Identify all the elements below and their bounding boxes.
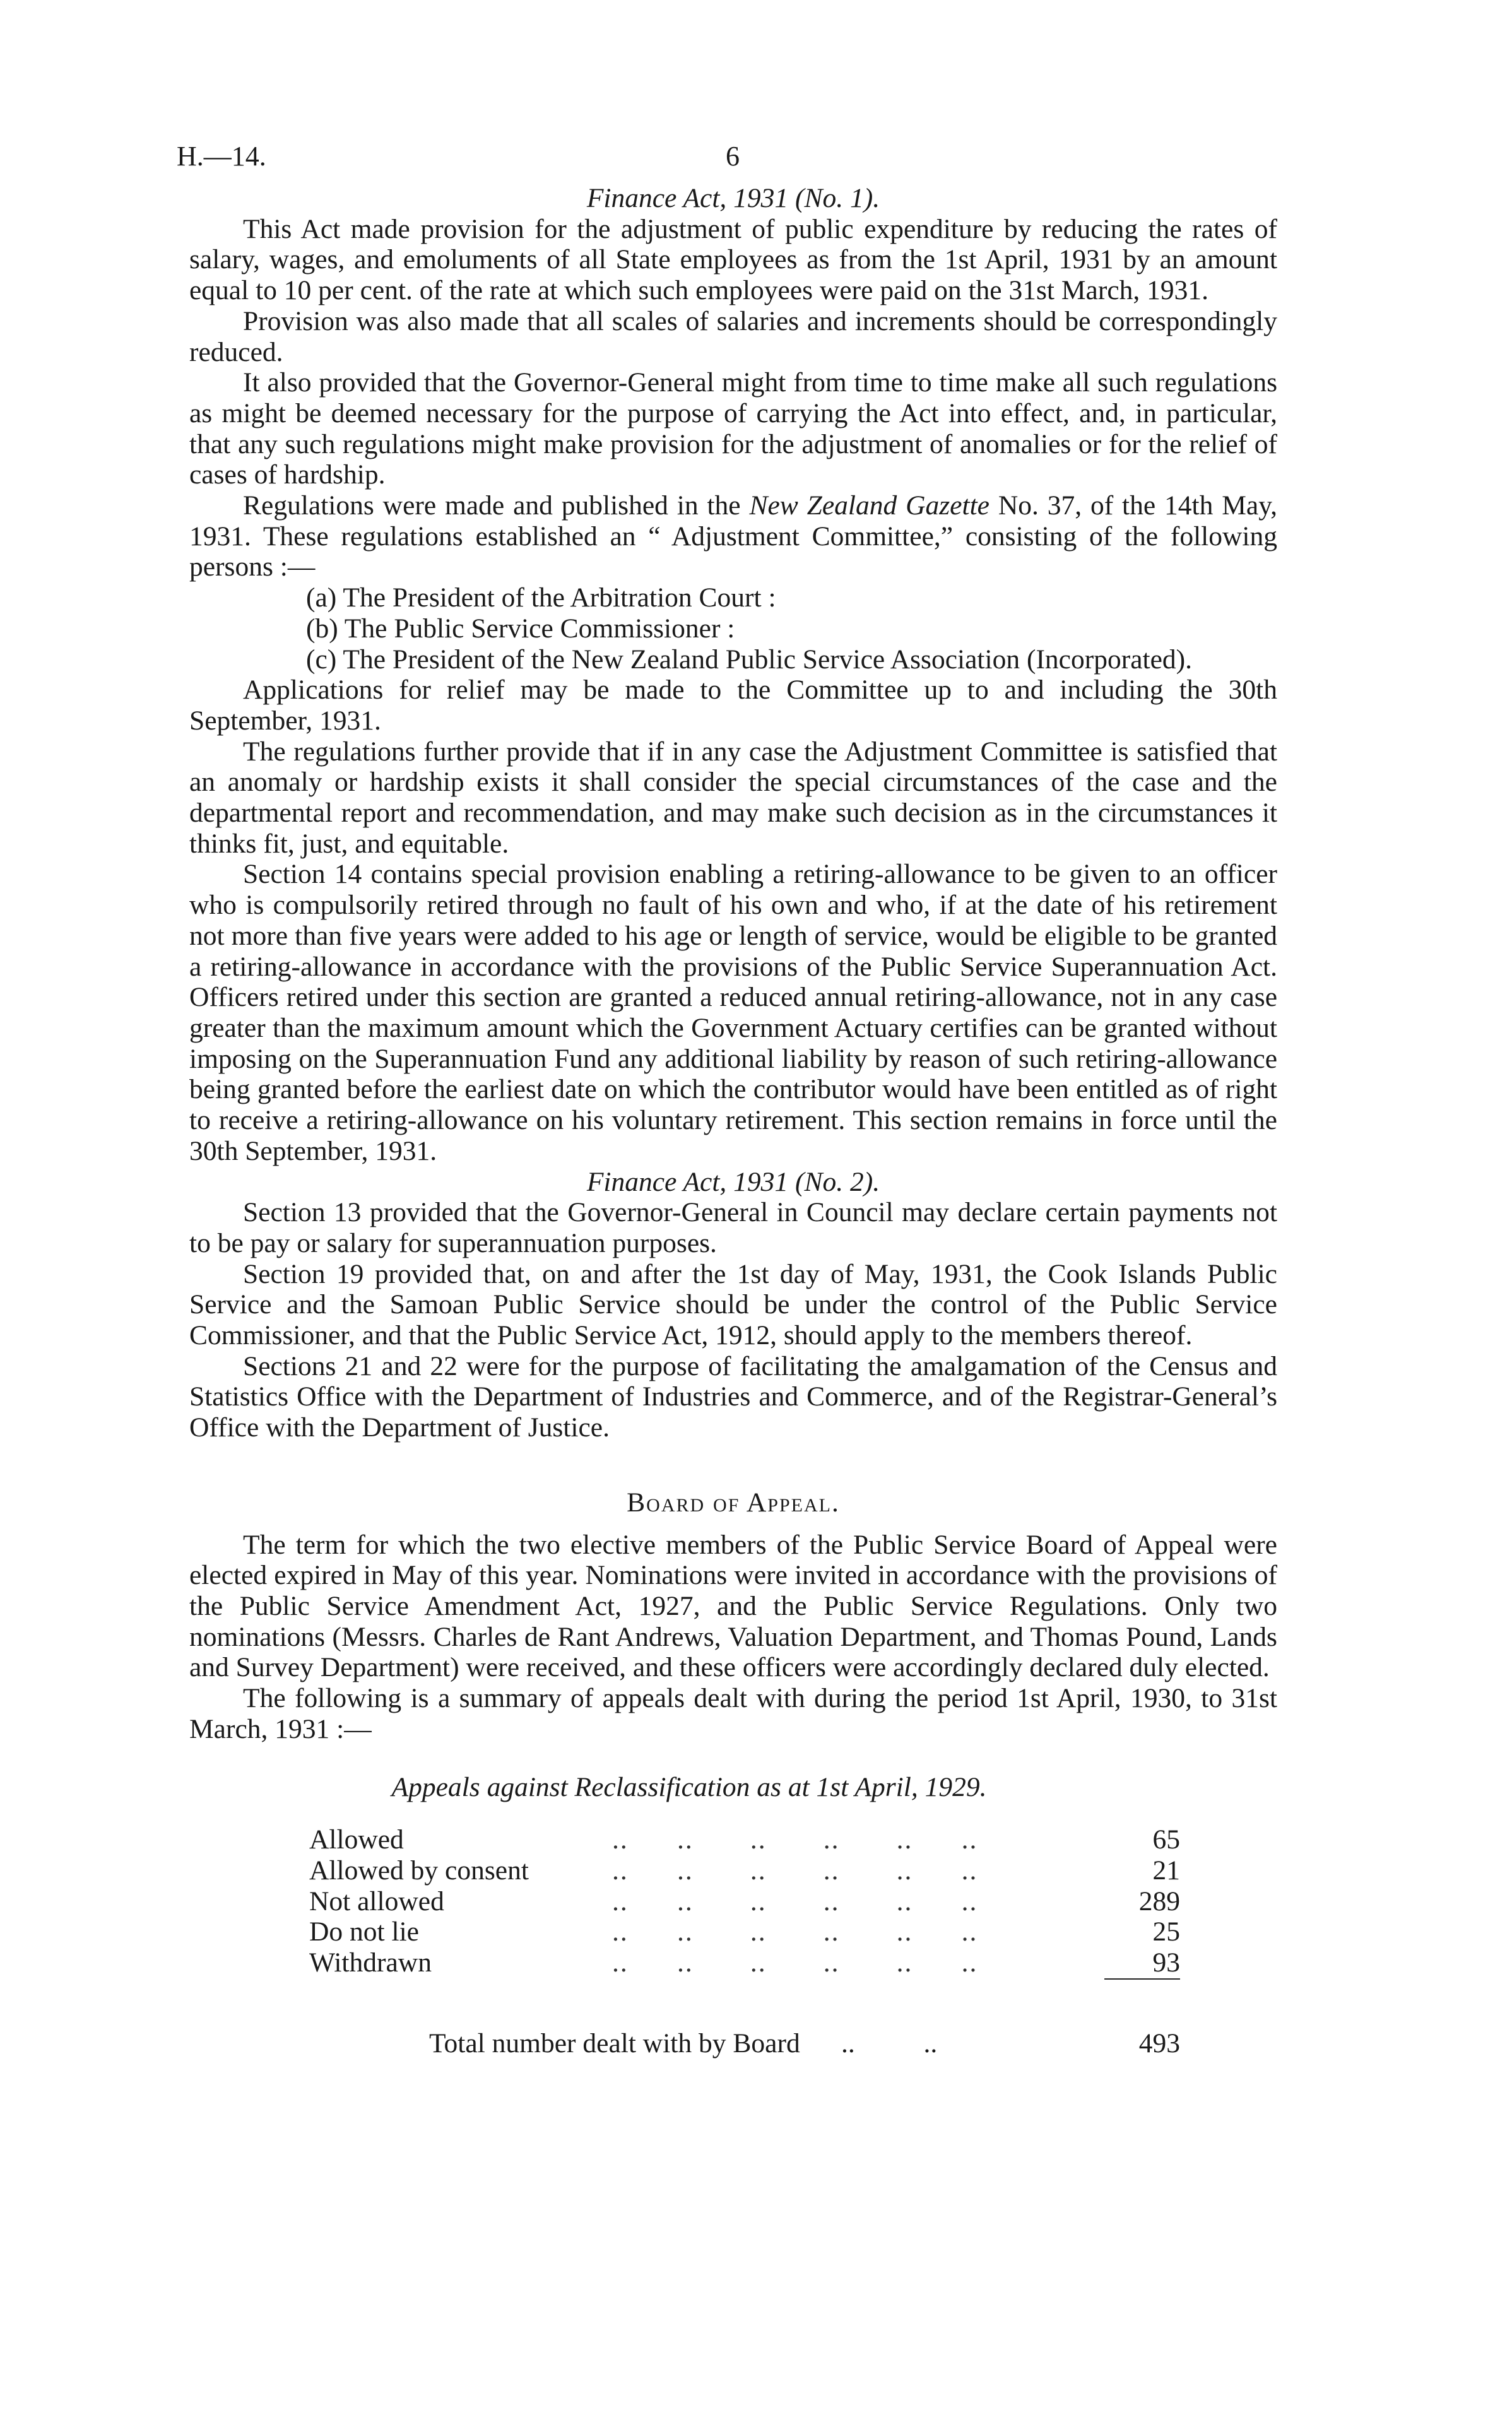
table-row xyxy=(309,1947,1180,1979)
section-heading-finance-act-no2: Finance Act, 1931 (No. 2). xyxy=(586,1166,880,1197)
total-value: 493 xyxy=(1138,2028,1180,2059)
total-label: Total number dealt with by Board xyxy=(429,2028,800,2059)
page-number: 6 xyxy=(726,141,740,172)
leader-dots: .. .. .. .. .. .. xyxy=(612,1947,978,1978)
page-content xyxy=(189,183,1277,2059)
table-row xyxy=(309,1917,1180,1947)
paragraph: Section 19 provided that, on and after the 1st day of May, 1931, the Cook Islands Public Service and the Samoan Public Service should be under the control of the Public Service Commissioner, and that the Public Service Act, 1912, should apply to the members thereof. xyxy=(189,1258,1277,1351)
leader-dots: .. .. .. .. .. .. xyxy=(612,1886,978,1917)
text-run: No. 37, of the 14th May, 1931. These regulations established an “ Adjustment Committee,” consisting of the following persons :— xyxy=(189,490,1277,582)
row-label: Not allowed xyxy=(309,1886,444,1917)
paragraph: The regulations further provide that if in any case the Adjustment Committee is satisfied that an anomaly or hardship exists it shall consider the special circumstances of the case and the departmental report and recommendation, and may make such decision as in the circumstances it thinks fit, just, and equitable. xyxy=(189,736,1277,859)
total-label-cell: Total number dealt with by Board .. .. xyxy=(429,2028,938,2059)
row-label: Withdrawn xyxy=(309,1947,432,1978)
paragraph: Applications for relief may be made to the Committee up to and including the 30th September, 1931. xyxy=(189,675,1277,736)
committee-members-list xyxy=(306,582,1277,675)
appeals-table xyxy=(309,1824,1180,2059)
list-item: (a) The President of the Arbitration Court : xyxy=(306,582,776,613)
table-row xyxy=(309,1824,1180,1855)
row-value: 25 xyxy=(1152,1917,1180,1947)
sum-rule xyxy=(1104,1979,1180,2010)
table-rule-row xyxy=(309,1979,1180,2010)
leader-dots: .. .. .. .. .. .. xyxy=(612,1855,978,1886)
leader-dots: .. .. .. .. .. .. xyxy=(612,1824,978,1855)
paragraph: Provision was also made that all scales of salaries and increments should be correspondingly reduced. xyxy=(189,305,1277,367)
document-reference: H.—14. xyxy=(177,141,266,172)
section-heading-finance-act-no1: Finance Act, 1931 (No. 1). xyxy=(586,183,880,213)
gazette-title: New Zealand Gazette xyxy=(749,490,989,521)
paragraph: The term for which the two elective members of the Public Service Board of Appeal were elected expired in May of this year. Nominations were invited in accordance with the provisions of the Public Service Amendment Act, 1927, and the Public Service Regulations. Only two nominations (Messrs. Charles de Rant Andrews, Valuation Department, and Thomas Pound, Lands and Survey Department) were received, and these officers were accordingly declared duly elected. xyxy=(189,1529,1277,1683)
list-item: (b) The Public Service Commissioner : xyxy=(306,613,735,644)
paragraph: This Act made provision for the adjustment of public expenditure by reducing the rates of salary, wages, and emoluments of all State employees as from the 1st April, 1931 by an amount equal to 10 per cent. of the rate at which such employees were paid on the 31st March, 1931. xyxy=(189,213,1277,306)
page-header xyxy=(0,140,1512,178)
row-value: 21 xyxy=(1152,1855,1180,1886)
row-value: 289 xyxy=(1138,1886,1180,1917)
text-run: Regulations were made and published in the xyxy=(243,490,750,521)
row-label: Do not lie xyxy=(309,1917,419,1947)
table-row xyxy=(309,1855,1180,1886)
leader-dots: .. .. .. .. .. .. xyxy=(612,1917,978,1947)
paragraph: Section 14 contains special provision enabling a retiring-allowance to be given to an officer who is compulsorily retired through no fault of his own and who, if at the date of his retirement not more than five years were added to his age or length of service, would be eligible to be granted a retiring-allowance in accordance with the provisions of the Public Service Superannuation Act. Officers retired under this section are granted a reduced annual retiring-allowance, not in any case greater than the maximum amount which the Government Actuary certifies can be granted without imposing on the Superannuation Fund any additional liability by reason of such retiring-allowance being granted before the earliest date on which the contributor would have been entitled as of right to receive a retiring-allowance on his voluntary retirement. This section remains in force until the 30th September, 1931. xyxy=(189,859,1277,1166)
paragraph: It also provided that the Governor-General might from time to time make all such regulations as might be deemed necessary for the purpose of carrying the Act into effect, and, in particular, that any such regulations might make provision for the adjustment of anomalies or for the relief of cases of hardship. xyxy=(189,367,1277,490)
list-item: (c) The President of the New Zealand Public Service Association (Incorporated). xyxy=(306,644,1193,675)
section-heading-board-of-appeal: Board of Appeal. xyxy=(627,1487,840,1518)
row-label: Allowed by consent xyxy=(309,1855,529,1886)
paragraph: Section 13 provided that the Governor-General in Council may declare certain payments not to be pay or salary for superannuation purposes. xyxy=(189,1197,1277,1258)
row-value: 93 xyxy=(1152,1947,1180,1978)
paragraph-regulations xyxy=(189,490,1277,582)
row-value: 65 xyxy=(1152,1824,1180,1855)
paragraph: The following is a summary of appeals dealt with during the period 1st April, 1930, to 31st March, 1931 :— xyxy=(189,1683,1277,1744)
table-total-row xyxy=(309,2009,1180,2059)
paragraph: Sections 21 and 22 were for the purpose of facilitating the amalgamation of the Census and Statistics Office with the Department of Industries and Commerce, and of the Registrar-General’s Office with the Department of Justice. xyxy=(189,1350,1277,1443)
appeals-table-title: Appeals against Reclassification as at 1st April, 1929. xyxy=(391,1772,987,1803)
table-row xyxy=(309,1886,1180,1917)
row-label: Allowed xyxy=(309,1824,404,1855)
